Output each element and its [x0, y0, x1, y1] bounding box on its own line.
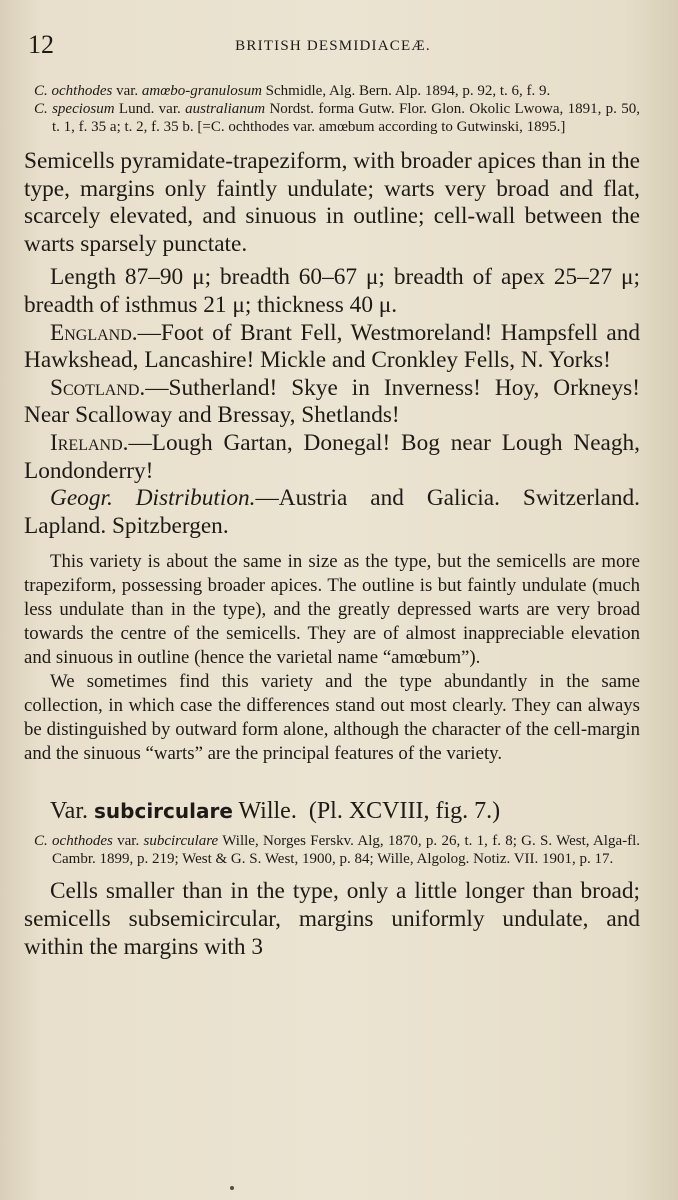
running-head: BRITISH DESMIDIACEÆ. — [235, 38, 431, 54]
note-paragraph: We sometimes find this variety and the type abundantly in the same collection, in which case the differences stand out most clearly. They can always be distinguished by outward form alone, although the character of the cell-margin and the sinuous “warts” are the principal features of the variety. — [24, 671, 640, 765]
page-content — [24, 82, 640, 961]
locality-scotland: Scotland.—Sutherland! Skye in Inverness! Hoy, Orkneys! Near Scalloway and Bressay, Shetlands! — [24, 374, 640, 429]
page-number: 12 — [28, 30, 54, 59]
variety-description: Cells smaller than in the type, only a little longer than broad; semicells subsemicircular, margins uniformly undulate, and within the margins with 3 — [24, 878, 640, 960]
locality-ireland: Ireland.—Lough Gartan, Donegal! Bog near Lough Neagh, Londonderry! — [24, 429, 640, 484]
reference-entry: C. ochthodes var. subcirculare Wille, Norges Ferskv. Alg, 1870, p. 26, t. 1, f. 8; G. S. West, Alga-fl. Cambr. 1899, p. 219; West & G. S. West, 1900, p. 84; Wille, Algolog. Notiz. VII. 1901, p. 17. — [34, 833, 641, 868]
variety-heading: Var. subcirculare Wille. (Pl. XCVIII, fig. 7.) — [50, 798, 501, 825]
dimensions-paragraph: Length 87–90 μ; breadth 60–67 μ; breadth of apex 25–27 μ; breadth of isthmus 21 μ; thickness 40 μ. — [24, 264, 640, 318]
reference-entry: C. ochthodes var. amœbo-granulosum Schmidle, Alg. Bern. Alp. 1894, p. 92, t. 6, f. 9. — [34, 83, 551, 99]
synonym-references — [24, 82, 640, 136]
printing-speck — [230, 1186, 234, 1190]
page-header — [24, 24, 642, 60]
reference-entry: C. speciosum Lund. var. australianum Nordst. forma Gutw. Flor. Glon. Okolic Lwowa, 1891, p. 50, t. 1, f. 35 a; t. 2, f. 35 b. [=C. ochthodes var. amœbum according to Gutwinski, 1895.] — [34, 101, 641, 135]
locality-england: England.—Foot of Brant Fell, Westmoreland! Hampsfell and Hawkshead, Lancashire! Mickle and Cronkley Fells, N. Yorks! — [24, 319, 640, 374]
geographic-distribution: Geogr. Distribution.—Austria and Galicia. Switzerland. Lapland. Spitzbergen. — [24, 485, 640, 539]
note-paragraph: This variety is about the same in size as the type, but the semicells are more trapeziform, possessing broader apices. The outline is but faintly undulate (much less undulate than in the type), and the greatly depressed warts are very broad towards the centre of the semicells. They are of almost inappreciable elevation and sinuous in outline (hence the varietal name “amœbum”). — [24, 551, 640, 669]
description-paragraph: Semicells pyramidate-trapeziform, with broader apices than in the type, margins only faintly undulate; warts very broad and flat, scarcely elevated, and sinuous in outline; cell-wall between the warts sparsely punctate. — [24, 148, 640, 257]
variety-references — [24, 832, 640, 868]
